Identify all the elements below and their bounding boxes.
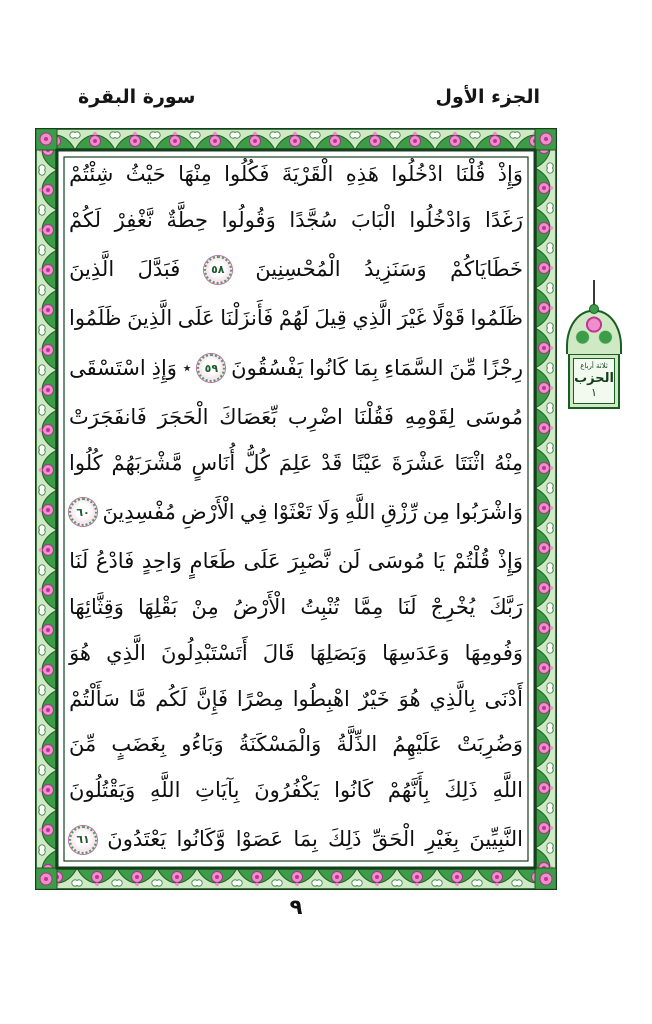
hizb-fraction-label: ثلاثة أرباع	[580, 362, 608, 371]
word: خَطَايَاكُمْ	[450, 257, 523, 282]
word: وَفُومِهَا	[464, 640, 523, 665]
word: فِي	[240, 499, 268, 524]
quran-line-9	[69, 551, 523, 572]
word: قَالَ	[262, 640, 295, 665]
word: الْأَرْضِ	[181, 499, 235, 524]
word: يَكْفُرُونَ	[254, 778, 320, 803]
word: ادْخُلُوا	[391, 162, 444, 186]
word: يَا	[432, 549, 446, 574]
word: وَإِذِ	[151, 355, 177, 380]
word: خَيْرٌ	[358, 686, 390, 711]
word: مَّا	[128, 686, 147, 711]
word: مُفْسِدِينَ	[102, 499, 176, 524]
word: الْمُحْسِنِينَ	[255, 257, 341, 282]
word: بِمَا	[353, 355, 379, 380]
word: شِئْتُمْ	[69, 162, 114, 186]
word: طَعَامٍ	[189, 549, 236, 574]
word: وَيَقْتُلُونَ	[69, 778, 136, 803]
word: ذَلِكَ	[444, 778, 478, 803]
word: فَإِنَّ	[196, 686, 229, 711]
word: فَادْعُ	[95, 549, 135, 574]
word: رِجْزًا	[482, 355, 523, 380]
word: وَإِذْ	[497, 162, 523, 186]
word: وَقُولُوا	[221, 207, 276, 232]
word: فَبَدَّلَ	[137, 257, 181, 282]
word: مِنْ	[191, 595, 219, 620]
quran-line-5	[69, 354, 523, 382]
word: بِغَيْرِ	[425, 827, 460, 852]
hizb-dome-icon	[566, 310, 622, 354]
word: مِن	[422, 499, 450, 524]
word: فَانفَجَرَتْ	[69, 404, 147, 429]
word: وَالْمَسْكَنَةُ	[238, 732, 322, 757]
word: ظَلَمُوا	[69, 306, 122, 331]
word: بِالَّذِي	[429, 686, 476, 711]
hizb-number: ١	[591, 385, 597, 399]
page-number: ٩	[289, 895, 303, 919]
word: قِيلَ	[314, 306, 347, 331]
word: يَعْتَدُونَ	[107, 827, 167, 852]
quran-line-13	[69, 734, 523, 755]
word: اللَّهِ	[149, 778, 181, 803]
word: اضْرِب	[287, 404, 343, 429]
word: حَيْثُ	[125, 162, 166, 186]
word: اللَّهِ	[492, 778, 523, 803]
hizb-label: الحزب	[574, 371, 614, 386]
word: يَفْسُقُونَ	[231, 355, 304, 380]
word: قُلْتُمْ	[452, 549, 490, 574]
word: وَبَصَلِهَا	[309, 640, 367, 665]
word: وَإِذْ	[497, 549, 523, 574]
word: عَصَوْا	[235, 827, 284, 852]
word: الَّذِينَ	[127, 306, 173, 331]
quran-line-11	[69, 640, 523, 665]
word: وَعَدَسِهَا	[382, 640, 450, 665]
word: قَوْلًا	[432, 306, 465, 331]
word: لِقَوْمِهِ	[404, 404, 456, 429]
word: وَبَاءُو	[181, 732, 224, 757]
word: قُلْنَا	[455, 162, 486, 186]
word: بِآيَاتِ	[195, 778, 240, 803]
word: بِغَضَبٍ	[111, 732, 167, 757]
ayah-marker-59: ٥٩	[197, 354, 225, 382]
word: تُنْبِتُ	[300, 595, 340, 620]
word: نَّصْبِرَ	[288, 549, 331, 574]
word: رَغَدًا	[485, 207, 523, 232]
word: وَاشْرَبُوا	[455, 499, 523, 524]
word: اثْنَتَا	[454, 450, 486, 475]
word: عَلَى	[243, 549, 281, 574]
quran-line-14	[69, 780, 523, 801]
hizb-dome-body	[568, 353, 620, 409]
word: عَيْنًا	[351, 450, 383, 475]
word: بِّعَصَاكَ	[219, 404, 278, 429]
word: الَّذِي	[352, 306, 393, 331]
quran-line-1	[69, 164, 523, 185]
word: مُوسَى	[465, 404, 523, 429]
word: تَعْثَوْا	[272, 499, 312, 524]
word: فَكُلُوا	[224, 162, 270, 186]
quran-line-6	[69, 404, 523, 429]
word: وَضُرِبَتْ	[456, 732, 523, 757]
word: قَدْ	[321, 450, 343, 475]
word: لَكُمْ	[69, 207, 102, 232]
word: فَأَنزَلْنَا	[220, 306, 274, 331]
word: كُلُّ	[244, 450, 271, 475]
word: مِمَّا	[353, 595, 384, 620]
word: لَنَا	[397, 595, 417, 620]
word: مِصْرًا	[236, 686, 284, 711]
word: مُوسَى	[367, 549, 426, 574]
word: الْبَابَ	[351, 207, 396, 232]
word: ذَلِكَ	[328, 827, 362, 852]
word: عَلِمَ	[278, 450, 313, 475]
word: كُلُوا	[69, 450, 103, 475]
quran-line-12	[69, 686, 523, 711]
ayah-marker-60: ٦٠	[69, 498, 97, 526]
quran-line-7	[69, 450, 523, 475]
word: لَكُم	[155, 686, 188, 711]
juz-header-label: الجزء الأول	[435, 86, 540, 108]
word: مِّنَ	[449, 355, 477, 380]
word: أُنَاسٍ	[191, 450, 236, 475]
word: سُجَّدًا	[289, 207, 338, 232]
word: نَّغْفِرْ	[114, 207, 153, 232]
word: أَدْنَى	[484, 686, 523, 711]
word: الْقَرْيَةَ	[281, 162, 334, 186]
word: وَقِثَّائِهَا	[69, 595, 124, 620]
word: وَّكَانُوا	[176, 827, 226, 852]
hizb-marker	[564, 280, 624, 409]
ornamental-border-frame	[35, 128, 557, 890]
word: هُوَ	[69, 640, 91, 665]
word: لَن	[337, 549, 361, 574]
word: الذِّلَّةُ	[336, 732, 378, 757]
word: رِّزْقِ	[380, 499, 418, 524]
word: سَأَلْتُمْ	[69, 686, 120, 711]
word: مِنْهُ	[494, 450, 523, 475]
ayah-marker-61: ٦١	[69, 826, 97, 854]
word: أَتَسْتَبْدِلُونَ	[160, 640, 248, 665]
word: وَادْخُلُوا	[409, 207, 472, 232]
quran-line-15	[69, 826, 523, 854]
quran-line-8	[69, 498, 523, 526]
word: بَقْلِهَا	[137, 595, 178, 620]
word: رَبَّكَ	[489, 595, 523, 620]
word: الْحَقِّ	[371, 827, 416, 852]
word: مِّنَ	[69, 732, 97, 757]
word: الْحَجَرَ	[157, 404, 209, 429]
word: غَيْرَ	[397, 306, 427, 331]
word: السَّمَاءِ	[384, 355, 444, 380]
word: فَقُلْنَا	[353, 404, 394, 429]
word: كَانُوا	[309, 355, 349, 380]
rub-el-hizb-star-icon: ٭	[182, 358, 192, 378]
word: لَنَا	[69, 549, 89, 574]
word: اهْبِطُوا	[292, 686, 350, 711]
word: الَّذِي	[106, 640, 146, 665]
word: عَلَيْهِمُ	[392, 732, 442, 757]
quran-line-4	[69, 308, 523, 329]
word: هَذِهِ	[345, 162, 379, 186]
word: وَلَا	[317, 499, 340, 524]
word: النَّبِيِّينَ	[469, 827, 523, 852]
word: هُوَ	[398, 686, 421, 711]
word: بِأَنَّهُمْ	[387, 778, 430, 803]
surah-header-label: سورة البقرة	[78, 86, 196, 108]
word: ظَلَمُوا	[470, 306, 523, 331]
quran-text-block	[67, 160, 525, 858]
word: وَاحِدٍ	[141, 549, 182, 574]
word: اللَّهِ	[344, 499, 376, 524]
word: لَهُمْ	[278, 306, 309, 331]
ayah-marker-58: ٥٨	[204, 256, 232, 284]
word: الَّذِينَ	[69, 257, 115, 282]
word: اسْتَسْقَى	[69, 355, 146, 380]
word: كَانُوا	[334, 778, 374, 803]
quran-line-2	[69, 207, 523, 232]
quran-line-10	[69, 597, 523, 618]
quran-line-3	[69, 256, 523, 284]
word: بِمَا	[293, 827, 318, 852]
word: حِطَّةٌ	[166, 207, 208, 232]
word: مَّشْرَبَهُمْ	[111, 450, 183, 475]
word: الْأَرْضُ	[232, 595, 287, 620]
word: عَشْرَةَ	[391, 450, 446, 475]
word: عَلَى	[177, 306, 215, 331]
word: وَسَنَزِيدُ	[364, 257, 427, 282]
word: يُخْرِجْ	[430, 595, 476, 620]
word: مِنْهَا	[178, 162, 212, 186]
